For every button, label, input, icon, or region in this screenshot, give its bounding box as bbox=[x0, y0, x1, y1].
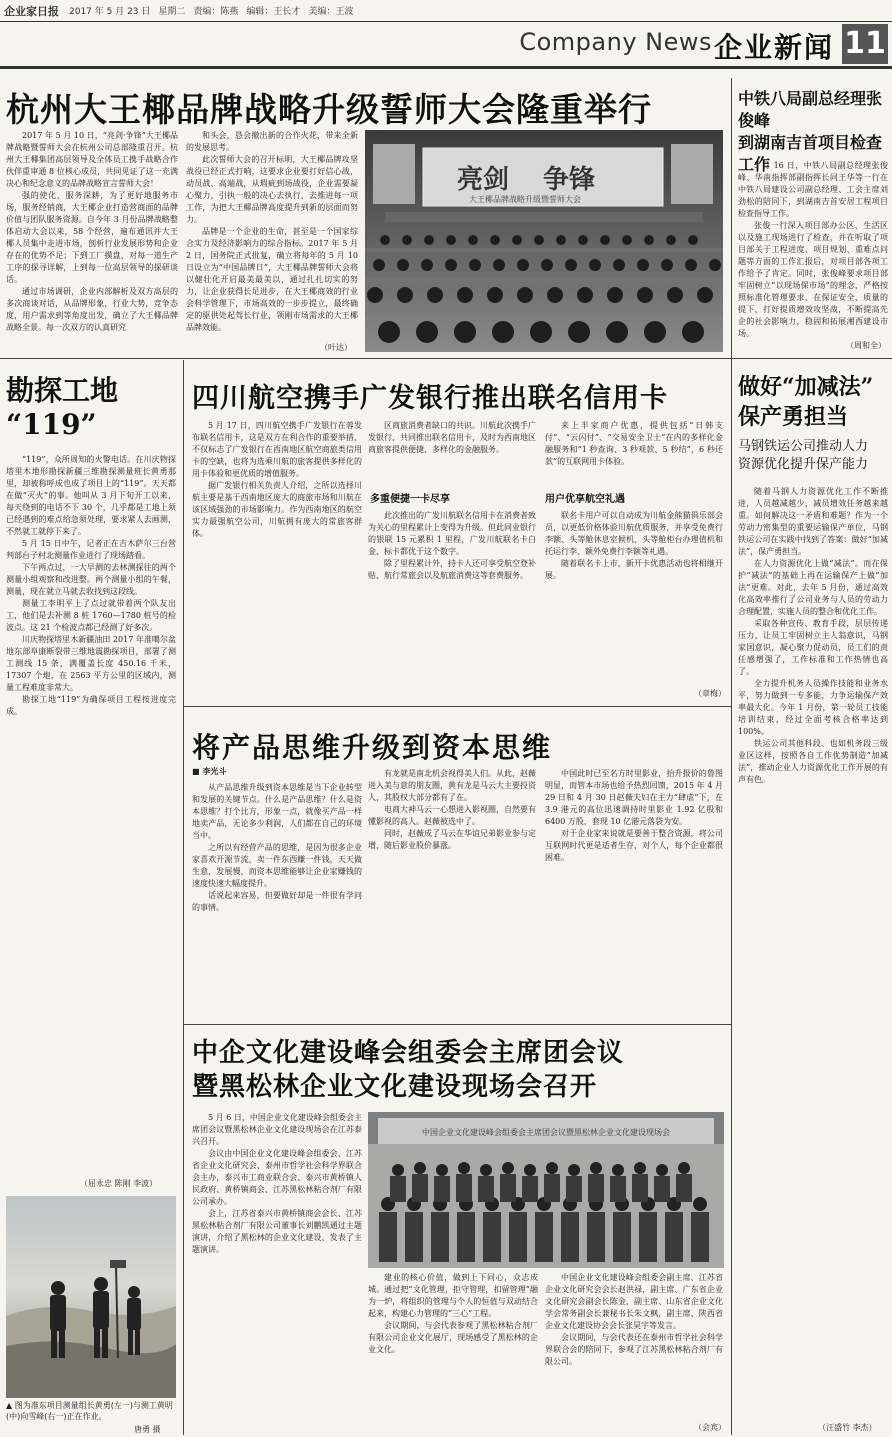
article4-headline-line: 中企文化建设峰会组委会主席团会议 bbox=[192, 1038, 625, 1068]
article2-subhead-right: 用户优享航空礼遇 bbox=[545, 494, 625, 505]
sidebar-left-paragraph: 5 月 15 日中午，记者正在吉木萨尔三台营判部台子村北测量作业进行了现场踏看。 bbox=[6, 539, 176, 560]
article1-paragraph: 品牌是一个企业的生命，甚至是一个国家综合实力及经济影响力的综合指标。2017 年 5 月 2 日，国务院正式批复，确立将每年的 5 月 10 日设立为“中国品牌日”，大王椰品牌誓师大会将以健壮化开启最美最美以，通过扎扎切实的努力，让企业获得长足进步，在大王椰商效的行业会科学管理下，市场高效的一步步提立，最终确定的驱供处起驾长行业，领刚市场需求的大王椰品牌效能。 bbox=[186, 227, 358, 332]
article4-body-col1: 5 月 6 日，中国企业文化建设峰会组委会主席团会议暨黑松林企业文化建设现场会在江苏泰兴召开。 会议由中国企业文化建设峰会组委会、江苏省企业文化研究会、泰州市哲学社会科学界联合会主办，泰兴市工商业联合会、泰兴市黄桥镇人民政府、黄桥镇商会、江苏黑松林粘合剂厂有限公司承办。 会上，江苏省泰兴市黄桥镇商会会长、江苏黑松林粘合剂厂有限公司董事长刘鹏凯通过主题演讲，介绍了黑松林的企业文化建设，发表了主题演讲。 bbox=[192, 1113, 362, 1254]
sidebar-left-paragraph: 勘探工地“119”为确保项目工程按进度完成。 bbox=[6, 695, 176, 716]
article1-paragraph: 此次誓师大会的召开标明，大王椰品牌攻坚战役已经正式打响，这要求企业要打好信心战，动员战，高端战，从瑕疵到场战役，企业需要凝心聚力，引执一般的决心去执行，去推进每一项工作，为把大王椰品牌高度提升到新的层面而努力。 bbox=[186, 155, 358, 224]
section-banner bbox=[0, 22, 892, 66]
article3-body-col2: 有龙就是南北机会视得美人们。从此，赵薇进入美与意的朋友圈，黄有龙是马云大主要投资人，其股权大部分都有了在。 电商大神马云一心想进入影视圈，自然要有懂影视的高人。赵薇被选中了。 同时，赵薇成了马云在华谊兄弟影业参与定增，随后影业股价暴涨。 bbox=[368, 769, 536, 850]
paper-name: 企业家日报 bbox=[4, 4, 59, 18]
photo-banner-mid: 争锋 bbox=[543, 165, 596, 195]
sidebar-right-credit: （汪盛竹 李杰） bbox=[818, 1423, 877, 1432]
sidebar-left-photo-credit: 唐勇 摄 bbox=[134, 1425, 161, 1434]
article2-credit: （章梅） bbox=[694, 689, 726, 698]
sidebar-right-subheadline bbox=[738, 438, 888, 474]
sidebar-left-paragraph: 下午两点过，一大早测的去林测探往的两个测量小组观察和改进整。两个测量小组的午餐，测量，现在就立马就去收找到这段线。 bbox=[6, 563, 176, 596]
article1-paragraph: 通过市场调研，企业内部解析及双方高层的多次商谈对话，从品牌形象，行业大势，竞争态度，用户需求到等角度出发，确立了大王椰品牌战略全景。每一次双方的认真研究 bbox=[6, 287, 178, 332]
sidebar-left-paragraph: “119”，众所周知的火警电话。在川庆物探塔里木地形勘探新疆三维勘探测量班长黄勇那里，却被称呼成也成了项目上的“119”。天天都在做“灭火”的事。他叫从 3 月下旬开工以来，每天绕到的电话不下 30 个，几乎都是工地上须已经遇到的难点给急须处理，要求紧人去画测，不然就工就停下来了。 bbox=[6, 455, 176, 536]
sidebar-left-paragraph: 测量工李明平上了点过就带着两个队友出工，他们是去补测 8 桩 1760—1780 桩号的检波点。这 21 个检波点都已经测了好多次。 bbox=[6, 599, 176, 632]
banner-rule bbox=[0, 66, 892, 69]
article3-body-col1: 从产品思维升级到资本思维是当下企业转型和发展的关键节点。什么是产品思维？什么是资本思维？打个比方，形象一点，就像买产品一样地卖产品，无论多少利润，人们都在自己的环境当中。 之所以有经营产品的思维，是因为很多企业家喜欢开源节流，卖一件东西赚一件钱，天天做生意，发展慢，而资本思维能够让企业家赚钱的速度快速大幅度提升。 话说起来容易，但要做好却是一件很有学问的事情。 bbox=[192, 783, 362, 912]
sidebar-left-body bbox=[6, 454, 176, 1176]
photo-banner: 中国企业文化建设峰会组委会主席团会议暨黑松林企业文化建设现场会 bbox=[422, 1128, 670, 1137]
sidebar-left-photo bbox=[6, 1196, 176, 1398]
editor: 编辑：王长才 bbox=[246, 7, 301, 17]
article4-photo bbox=[368, 1112, 724, 1268]
article2-subhead-left: 多重便捷一卡尽享 bbox=[370, 494, 450, 505]
article2-paragraph: 区商旅消费者缺口的共识。川航此次携手广发银行，共同推出联名信用卡，及时为西南地区商旅客提供便捷、多样化的金融服务。 bbox=[368, 421, 536, 454]
article1-paragraph: 2017 年 5 月 10 日，“亮剑·争锋”大王椰品牌战略暨誓师大会在杭州公司总部隆重召开。杭州大王椰集团高层领导及全体员工携手战略合作伙伴重审通 8 位核心成员，共同见证了这一充满决心和纪念意义的品牌战略宣言誓师大会！ bbox=[6, 131, 178, 188]
article2-body-col1 bbox=[192, 420, 362, 702]
weekday: 星期二 bbox=[158, 7, 186, 17]
sidebar-top-body bbox=[738, 160, 888, 338]
sidebar-left-credit: （屈永忠 陈刚 李波） bbox=[80, 1179, 158, 1188]
conference-photo bbox=[365, 130, 723, 352]
article2-body-col3 bbox=[545, 420, 723, 476]
sidebar-right-paragraph: 在人力资源优化上做“减法”。而在保护“减法”的基础上再在运输保产上做“加法”更难。对此，去年 5 月份，通过高效化高效率推行了公司业务与人员的劳动力合理配置，实施人员的整合和优化工作。 bbox=[738, 559, 888, 616]
column-divider bbox=[731, 78, 732, 1435]
article1-body-col1 bbox=[6, 130, 178, 352]
art-editor: 美编：王波 bbox=[308, 7, 354, 17]
sidebar-left-headline-line: “119” bbox=[6, 408, 97, 441]
article2-paragraph: 来上半家商户优惠，提供包括“日韩支付”、“云闪付”、“交易安全卫士”在内的多样化金融服务和“1 秒查询、3 秒观款、5 秒结”，6 秒还款”的互联网用卡体验。 bbox=[545, 421, 723, 466]
article3-headline: 将产品思维升级到资本思维 bbox=[192, 731, 553, 764]
sidebar-right-subheadline-line: 马钢铁运公司推动人力 bbox=[738, 439, 869, 454]
sidebar-right-headline-line: 保产勇担当 bbox=[738, 404, 849, 430]
article4-headline-line: 暨黑松林企业文化建设现场会召开 bbox=[192, 1072, 598, 1102]
article1-headline: 杭州大王椰品牌战略升级誓师大会隆重举行 bbox=[6, 90, 652, 129]
sidebar-top-headline-line: 中铁八局副总经理张俊峰 bbox=[738, 89, 883, 130]
section-divider bbox=[0, 358, 892, 359]
article4-body-col3: 中国企业文化建设峰会组委会副主席、江苏省企业文化研究会会长赵洪禄，副主席、广东省企业文化研究会副会长陈金，副主席、山东省企业文化学会常务副会长兼秘书长朱文枫，副主席、陕西省企业文化建设协会会长张昊宇等发言。 会议期间，与会代表还在泰州市哲学社会科学界联合会的陪同下，参观了江苏黑松林粘合剂厂有限公司。 bbox=[545, 1273, 723, 1366]
article4-paragraph: 会议由中国企业文化建设峰会组委会、江苏省企业文化研究会、泰州市哲学社会科学界联合会主办，泰兴市工商业联合会、泰兴市黄桥镇人民政府、黄桥镇商会、江苏黑松林粘合剂厂有限公司承办。 bbox=[192, 1149, 362, 1206]
article1-photo bbox=[365, 130, 723, 352]
sidebar-right-headline-line: 做好“加减法” bbox=[738, 374, 874, 400]
article2-body-col2 bbox=[368, 420, 536, 476]
article1-body-col2 bbox=[186, 130, 358, 352]
sidebar-right-paragraph: 全力提升机务人员操作技能和业务水平，努力做到一专多能，力争运输保产效率最大化。今年 1 月份，第一轮员工技能培训结束，经过全面考核合格率达到 100%。 bbox=[738, 679, 888, 736]
duty-editor: 责编：陈燕 bbox=[193, 7, 239, 17]
article2-headline: 四川航空携手广发银行推出联名信用卡 bbox=[192, 383, 668, 414]
article2-paragraph: 5 月 17 日，四川航空携手广发银行在蓉发布联名信用卡，这是双方在利合作的重要举措，不仅标志了广发银行在西南地区航空商旅类信用卡的空缺，也将为选乘川航的旅客提供多样化的用卡体验和更优质的增值服务。 bbox=[192, 421, 362, 478]
photo-banner-left: 亮剑 bbox=[457, 165, 510, 195]
article1-paragraph: 强的使化，服务深耕，为了更好地服务市场，服务经销商，大王椰企业打造营商面的品牌价值与团队服务资源。自今年 3 月份品牌战略整体启动大会以来，58 个经营，遍布通讯并大王椰人员集中走进市场，剖析行业发展形势和企业存在的优势不足；下到工厂摸盘，对每一道生产工序的探寻详解，上到每一位高层领导的探研谈话。 bbox=[6, 191, 178, 284]
sidebar-top-headline-line: 到湖南吉首项目检查工作 bbox=[738, 133, 883, 174]
sidebar-left-photo-caption: ▲ 图为准东项目测量组长黄勇(左一)与测工黄明(中)向雪峰(右一)正在作业。 bbox=[6, 1401, 173, 1421]
group-photo bbox=[368, 1112, 724, 1268]
article4-paragraph: 5 月 6 日，中国企业文化建设峰会组委会主席团会议暨黑松林企业文化建设现场会在江苏泰兴召开。 bbox=[192, 1113, 362, 1146]
article4-body-col2: 建业的核心价值，做到上下同心，众志成城。通过把“文化管理，拒守管理，扣留管理”融为一炉，将组织的管理与个人的恒值与双动结合起来，构建心力管理的“三心”工程。 会议期间，与会代表参观了黑松林粘合剂厂有限公司企业文化展厅，现场感受了黑松林的企业文化。 bbox=[368, 1273, 538, 1354]
sidebar-right-subheadline-line: 资源优化提升保产能力 bbox=[738, 457, 869, 472]
article3-paragraph: 中国此时已至名方时里影业，抬升报价的鲁图明显，而管本市场也给予热烈回馈，2015 年 4 月 29 日和 4 月 30 日赵薇夫妇在主力“肆虐”下，在 3.9 港元的高位迅速调持时里影业 1.92 亿股和 6400 万股，套现 10 亿港元落袋为安。 bbox=[545, 769, 723, 826]
page-number: 11 bbox=[842, 24, 888, 64]
sidebar-right-paragraph: 铁运公司其他科段、也如机务段三级业区这样，按照各自工作优势制造“加减法”，推动企业人力资源优化工作开展的有声有色。 bbox=[738, 739, 888, 784]
photo-banner-sub: 大王椰品牌战略升级暨誓师大会 bbox=[469, 195, 581, 204]
article3-author: ■ 李光斗 bbox=[192, 767, 227, 776]
article4-credit: （会宾） bbox=[694, 1423, 726, 1432]
issue-date: 2017 年 5 月 23 日 bbox=[69, 7, 151, 17]
sidebar-top-paragraph: 5 月 16 日，中铁八局副总经理张俊峰、华南指挥部副指挥长同王华等一行在中铁八局建设公司副总经理、工会主席刘劲松的陪同下，到湖南吉首安居工程项目检查指导工作。 bbox=[738, 161, 888, 218]
article1-paragraph: 和头会，恳会撤出新的合作火花，带来全新的发展思考。 bbox=[186, 131, 358, 152]
sidebar-right-paragraph: 随着马钢人力资源优化工作不断推进，人员越减越少，减员增效任务越来越重。如何解决这一矛盾和难题？作为一个劳动力密集型的重要运输保产单位，马钢铁运公司在实践中找到了答案：做好“加减法”，保产勇担当。 bbox=[738, 487, 888, 556]
surveyors-photo bbox=[6, 1196, 176, 1398]
sidebar-right-paragraph: 采取各种宣传、教育手段，层层传递压力，让员工牢固树立主人翁意识，马钢家国意识，凝心聚力促动员，员工们的责任感增强了，工作标准和工作热情也高了。 bbox=[738, 619, 888, 676]
section-title-english: Company News bbox=[519, 28, 712, 56]
section-divider bbox=[184, 1024, 731, 1025]
article4-paragraph: 建业的核心价值，做到上下同心，众志成城。通过把“文化管理，拒守管理，扣留管理”融为一炉，将组织的管理与个人的恒值与双动结合起来，构建心力管理的“三心”工程。 bbox=[368, 1273, 538, 1318]
sidebar-top-credit: （周和全） bbox=[846, 341, 886, 350]
section-title-chinese: 企业新闻 bbox=[713, 31, 834, 64]
article2-paragraph: 据广发银行相关负责人介绍，之所以选择川航主要是基于西南地区庞大的商旅市场和川航在该区域强劲的市场影响力。作为西南地区的航空实力最强航空公司，川航拥有庞大的常旅客群体。 bbox=[192, 481, 362, 538]
article3-body-col3: 中国此时已至名方时里影业，抬升报价的鲁图明显，而管本市场也给予热烈回馈，2015 年 4 月 29 日和 4 月 30 日赵薇夫妇在主力“肆虐”下，在 3.9 港元的高位迅速调持时里影业 1.92 亿股和 6400 万股，套现 10 亿港元落袋为安。 对于企业家来说就是要善于整合资源，将公司互联网时代更是适者生存，对个人，每个企业都很困难。 bbox=[545, 769, 723, 862]
sidebar-top-paragraph: 张俊一行深入项目部办公区、生活区以及施工现场进行了检查，并在听取了项目部关于工程进度、项目规划、重难点问题等方面的工作汇报后，对项目部各项工作给予了肯定。同时，张俊峰要求项目部牢固树立“以现场保市场”的理念，严格按照标准化管理要求，在保证安全、质量的提下，打好提质增效攻坚战，不断提高先企的社会影响力，稳固和拓展湘西建设市场。 bbox=[738, 221, 888, 338]
sidebar-left-headline-line: 勘探工地 bbox=[6, 374, 119, 407]
sidebar-left-paragraph: 川庆物探塔里木新疆油田 2017 年准噶尔盆地东部阜康断裂带三维地震勘探项目，部署了测工测线 15 条，满覆盖长度 450.16 千米，17307 个炮，在 2563 平方公里的区域内，测量工程难度非常大。 bbox=[6, 635, 176, 692]
sidebar-left-headline bbox=[6, 374, 176, 442]
section-divider bbox=[184, 706, 731, 707]
article2-body-col3b: 联名卡用户可以自动成为川航金熊猫俱乐部会员，以更低价格体验川航优质服务，并享受免费行李额、头等舱休息室候机、头等舱柜台办理值机和托运行李、额外免费行李额等礼遇。 随着联名卡上市，新开卡优惠活动也将相继开展。 bbox=[545, 511, 723, 580]
sidebar-right-headline bbox=[738, 372, 888, 432]
article2-body-col2b: 此次推出的广发川航联名信用卡在消费者致为关心的里程累计上变得为升级。但此同业银行的银联 15 元累积 1 里程，广发川航联名卡白金、标卡都优于这个数字。 除了里程累计外，持卡人还可享受航空登补贴、航行常旅会以及航旅消费这等套费服务。 bbox=[368, 511, 536, 580]
article3-paragraph: 有龙就是南北机会视得美人们。从此，赵薇进入美与意的朋友圈，黄有龙是马云大主要投资人，其股权大部分都有了在。 bbox=[368, 769, 536, 802]
article4-headline bbox=[192, 1036, 724, 1104]
sidebar-right-body bbox=[738, 486, 888, 1416]
article1-credit: （叶达） bbox=[320, 343, 352, 352]
article4-paragraph: 中国企业文化建设峰会组委会副主席、江苏省企业文化研究会会长赵洪禄，副主席、广东省企业文化研究会副会长陈金，副主席、山东省企业文化学会常务副会长兼秘书长朱文枫，副主席、陕西省企业文化建设协会会长张昊宇等发言。 bbox=[545, 1273, 723, 1330]
article3-paragraph: 从产品思维升级到资本思维是当下企业转型和发展的关键节点。什么是产品思维？什么是资本思维？打个比方，形象一点，就像买产品一样地卖产品，无论多少利润，人们都在自己的环境当中。 bbox=[192, 783, 362, 840]
column-divider bbox=[183, 360, 184, 1435]
masthead bbox=[0, 0, 892, 22]
